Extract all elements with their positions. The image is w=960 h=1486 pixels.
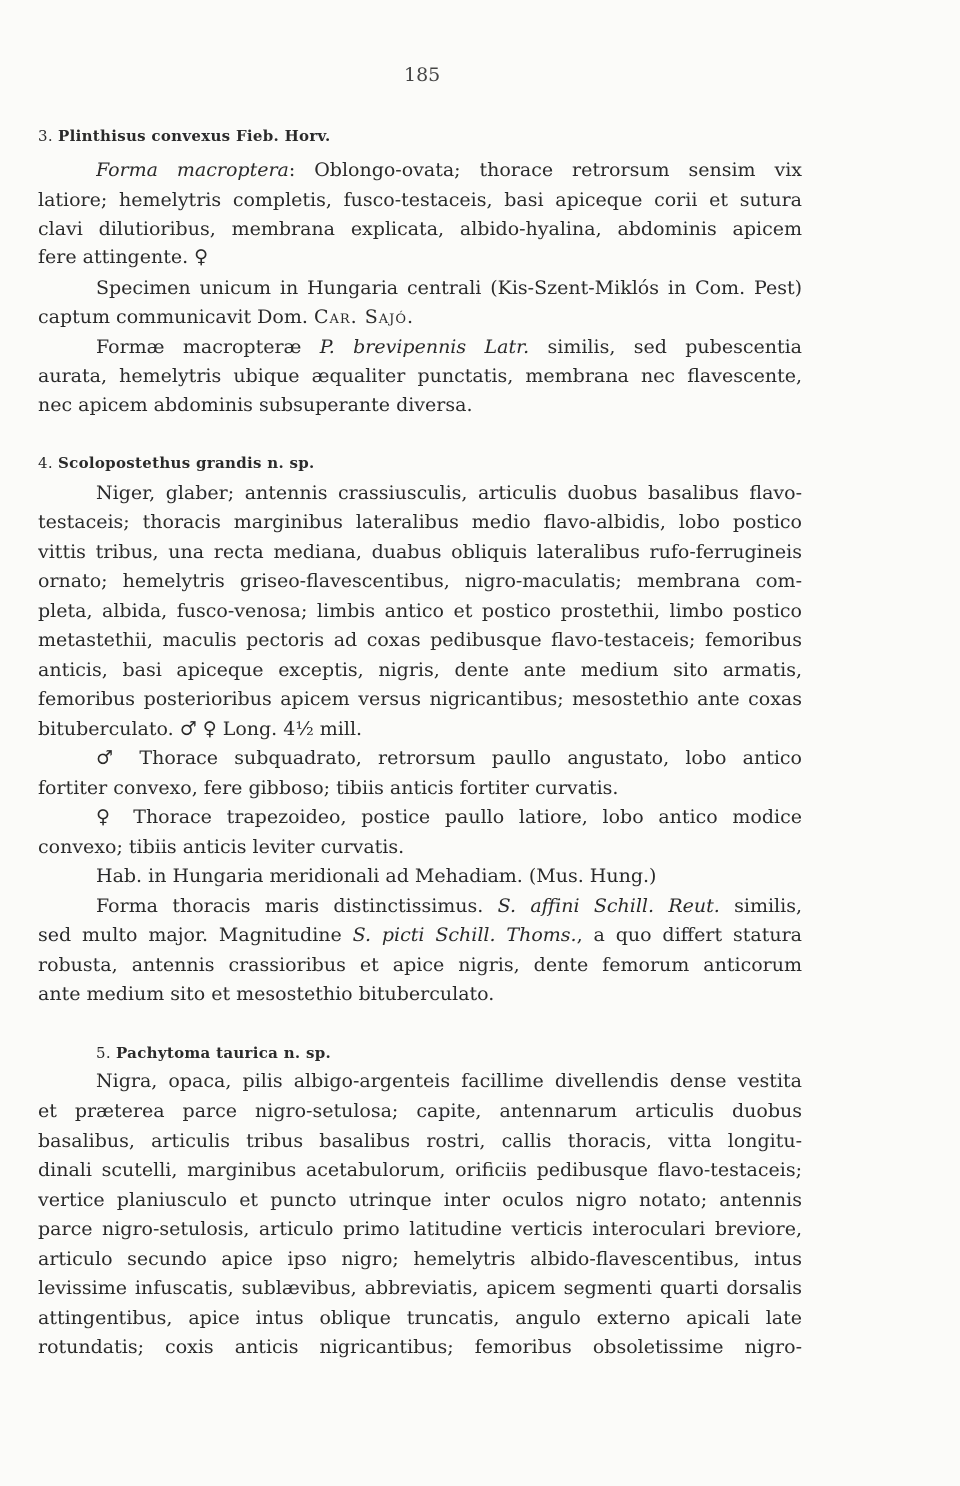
line-text: Forma thoracis maris distinctissimus. [96, 895, 498, 917]
line-text: . [407, 306, 414, 328]
section-3-heading [38, 124, 802, 148]
text-line: dinali scutelli, marginibus acetabulorum, orificiis pedibusque flavo-testaceis; [38, 1159, 802, 1181]
text-line: bituberculato. ♂ ♀ Long. 4½ mill. [38, 718, 363, 740]
section-title: Plinthisus convexus Fieb. Horv. [58, 127, 331, 145]
line-text: : Oblongo-ovata; thorace retrorsum sensim vix [288, 159, 802, 181]
section-5-heading [96, 1041, 802, 1065]
italic-text: S. affini Schill. Reut. [497, 895, 720, 917]
line-text: Formæ macropteræ [96, 336, 320, 358]
text-line: ornato; hemelytris griseo-flavescentibus, nigro-maculatis; membrana com- [38, 570, 802, 592]
text-line: Niger, glaber; antennis crassiusculis, articulis duobus basalibus flavo- [96, 482, 802, 504]
section-number: 4. [38, 454, 53, 472]
text-line: ♀ Thorace trapezoideo, postice paullo latiore, lobo antico modice [96, 806, 802, 828]
italic-text: P. brevipennis Latr. [319, 336, 530, 358]
text-line [96, 158, 802, 182]
section-number: 5. [96, 1044, 111, 1062]
text-line: Specimen unicum in Hungaria centrali (Kis-Szent-Miklós in Com. Pest) [96, 277, 802, 299]
text-line: Hab. in Hungaria meridionali ad Mehadiam. (Mus. Hung.) [96, 865, 657, 887]
text-line: pleta, albida, fusco-venosa; limbis antico et postico prostethii, limbo postico [38, 600, 802, 622]
text-line: robusta, antennis crassioribus et apice nigris, dente femorum anticorum [38, 954, 802, 976]
text-line: testaceis; thoracis marginibus lateralibus medio flavo-albidis, lobo postico [38, 511, 802, 533]
text-line: anticis, basi apiceque exceptis, nigris, dente ante medium sito armatis, [38, 659, 802, 681]
text-line: convexo; tibiis anticis leviter curvatis. [38, 836, 405, 858]
line-text: similis, [719, 895, 802, 917]
italic-text: Forma macroptera [96, 159, 289, 181]
text-line [38, 305, 802, 329]
text-line: aurata, hemelytris ubique æqualiter punctatis, membrana nec flavescente, [38, 365, 802, 387]
line-text: similis, sed pubescentia [529, 336, 802, 358]
text-line: fere attingente. ♀ [38, 246, 209, 268]
text-line: femoribus posterioribus apicem versus nigricantibus; mesostethio ante coxas [38, 688, 802, 710]
text-line [96, 894, 802, 918]
text-line: attingentibus, apice intus oblique truncatis, angulo externo apicali late [38, 1307, 802, 1329]
section-4-heading [38, 451, 802, 475]
line-text: captum communicavit Dom. [38, 306, 314, 328]
text-line: basalibus, articulis tribus basalibus rostri, callis thoracis, vitta longitu- [38, 1130, 802, 1152]
text-line: vittis tribus, una recta mediana, duabus obliquis lateralibus rufo-ferrugineis [38, 541, 802, 563]
text-line: levissime infuscatis, sublævibus, abbreviatis, apicem segmenti quarti dorsalis [38, 1277, 802, 1299]
section-number: 3. [38, 127, 53, 145]
line-text: sed multo major. Magnitudine [38, 924, 353, 946]
text-line: clavi dilutioribus, membrana explicata, albido-hyalina, abdominis apicem [38, 218, 802, 240]
text-line [96, 335, 802, 359]
text-line: ♂ Thorace subquadrato, retrorsum paullo angustato, lobo antico [96, 747, 802, 769]
text-line: articulo secundo apice ipso nigro; hemelytris albido-flavescentibus, intus [38, 1248, 802, 1270]
text-line [38, 923, 802, 947]
text-line: et præterea parce nigro-setulosa; capite, antennarum articulis duobus [38, 1100, 802, 1122]
section-title: Pachytoma taurica n. sp. [116, 1044, 332, 1062]
page-number: 185 [404, 64, 441, 86]
text-line: fortiter convexo, fere gibboso; tibiis anticis fortiter curvatis. [38, 777, 619, 799]
text-line: nec apicem abdominis subsuperante diversa. [38, 394, 473, 416]
text-line: parce nigro-setulosis, articulo primo latitudine verticis interoculari breviore, [38, 1218, 802, 1240]
text-line: vertice planiusculo et puncto utrinque inter oculos nigro notato; antennis [38, 1189, 802, 1211]
text-line: rotundatis; coxis anticis nigricantibus; femoribus obsoletissime nigro- [38, 1336, 802, 1358]
text-line: Nigra, opaca, pilis albigo-argenteis facillime divellendis dense vestita [96, 1070, 802, 1092]
line-text: , a quo differt statura [576, 924, 802, 946]
text-line: metastethii, maculis pectoris ad coxas pedibusque flavo-testaceis; femoribus [38, 629, 802, 651]
author-name: Car. Sajó [313, 306, 408, 328]
text-line: latiore; hemelytris completis, fusco-testaceis, basi apiceque corii et sutura [38, 189, 802, 211]
text-line: ante medium sito et mesostethio bituberculato. [38, 983, 495, 1005]
italic-text: S. picti Schill. Thoms. [352, 924, 577, 946]
section-title: Scolopostethus grandis n. sp. [58, 454, 315, 472]
